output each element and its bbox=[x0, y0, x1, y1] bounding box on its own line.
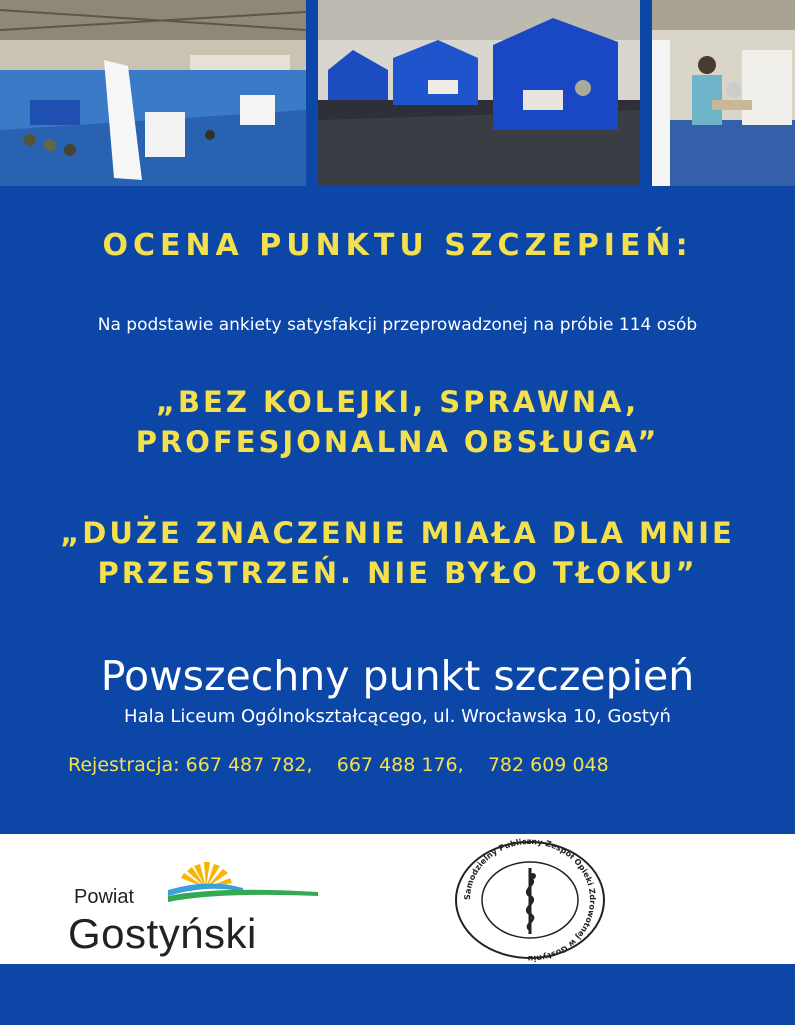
quote-2-line-1: „DUŻE ZNACZENIE MIAŁA DLA MNIE bbox=[60, 516, 735, 550]
logo-gostynski-text: Gostyński bbox=[68, 910, 257, 957]
spzoz-gostyn-seal bbox=[440, 838, 620, 962]
quote-2 bbox=[0, 513, 795, 593]
vaccination-point-address: Hala Liceum Ogólnokształcącego, ul. Wrocławska 10, Gostyń bbox=[124, 706, 671, 727]
seal-ring-text: Samodzielny Publiczny Zespół Opieki Zdrowotnej w Gostyniu bbox=[462, 838, 598, 962]
registration-line bbox=[68, 754, 748, 776]
page-heading: OCENA PUNKTU SZCZEPIEŃ: bbox=[102, 228, 693, 263]
registration-label: Rejestracja: bbox=[68, 754, 180, 776]
sports-hall-photo bbox=[0, 0, 306, 186]
quote-1 bbox=[0, 382, 795, 462]
quote-1-line-2: PROFESJONALNA OBSŁUGA” bbox=[135, 425, 660, 459]
vaccination-point-title: Powszechny punkt szczepień bbox=[100, 652, 695, 700]
quote-2-line-2: PRZESTRZEŃ. NIE BYŁO TŁOKU” bbox=[97, 556, 698, 590]
quote-1-line-1: „BEZ KOLEJKI, SPRAWNA, bbox=[155, 385, 640, 419]
bottom-band bbox=[0, 964, 795, 1025]
logo-powiat-text: Powiat bbox=[74, 886, 135, 908]
phone-number-3: 782 609 048 bbox=[487, 754, 609, 776]
photo-strip bbox=[0, 0, 795, 188]
phone-number-2: 667 488 176, bbox=[336, 754, 464, 776]
blue-tents-photo bbox=[318, 0, 640, 186]
vaccination-booth-photo bbox=[652, 0, 795, 186]
phone-number-1: 667 487 782, bbox=[185, 754, 313, 776]
powiat-gostynski-logo bbox=[68, 852, 328, 957]
logo-footer bbox=[0, 834, 795, 964]
survey-subtitle: Na podstawie ankiety satysfakcji przeprowadzonej na próbie 114 osób bbox=[97, 315, 698, 335]
